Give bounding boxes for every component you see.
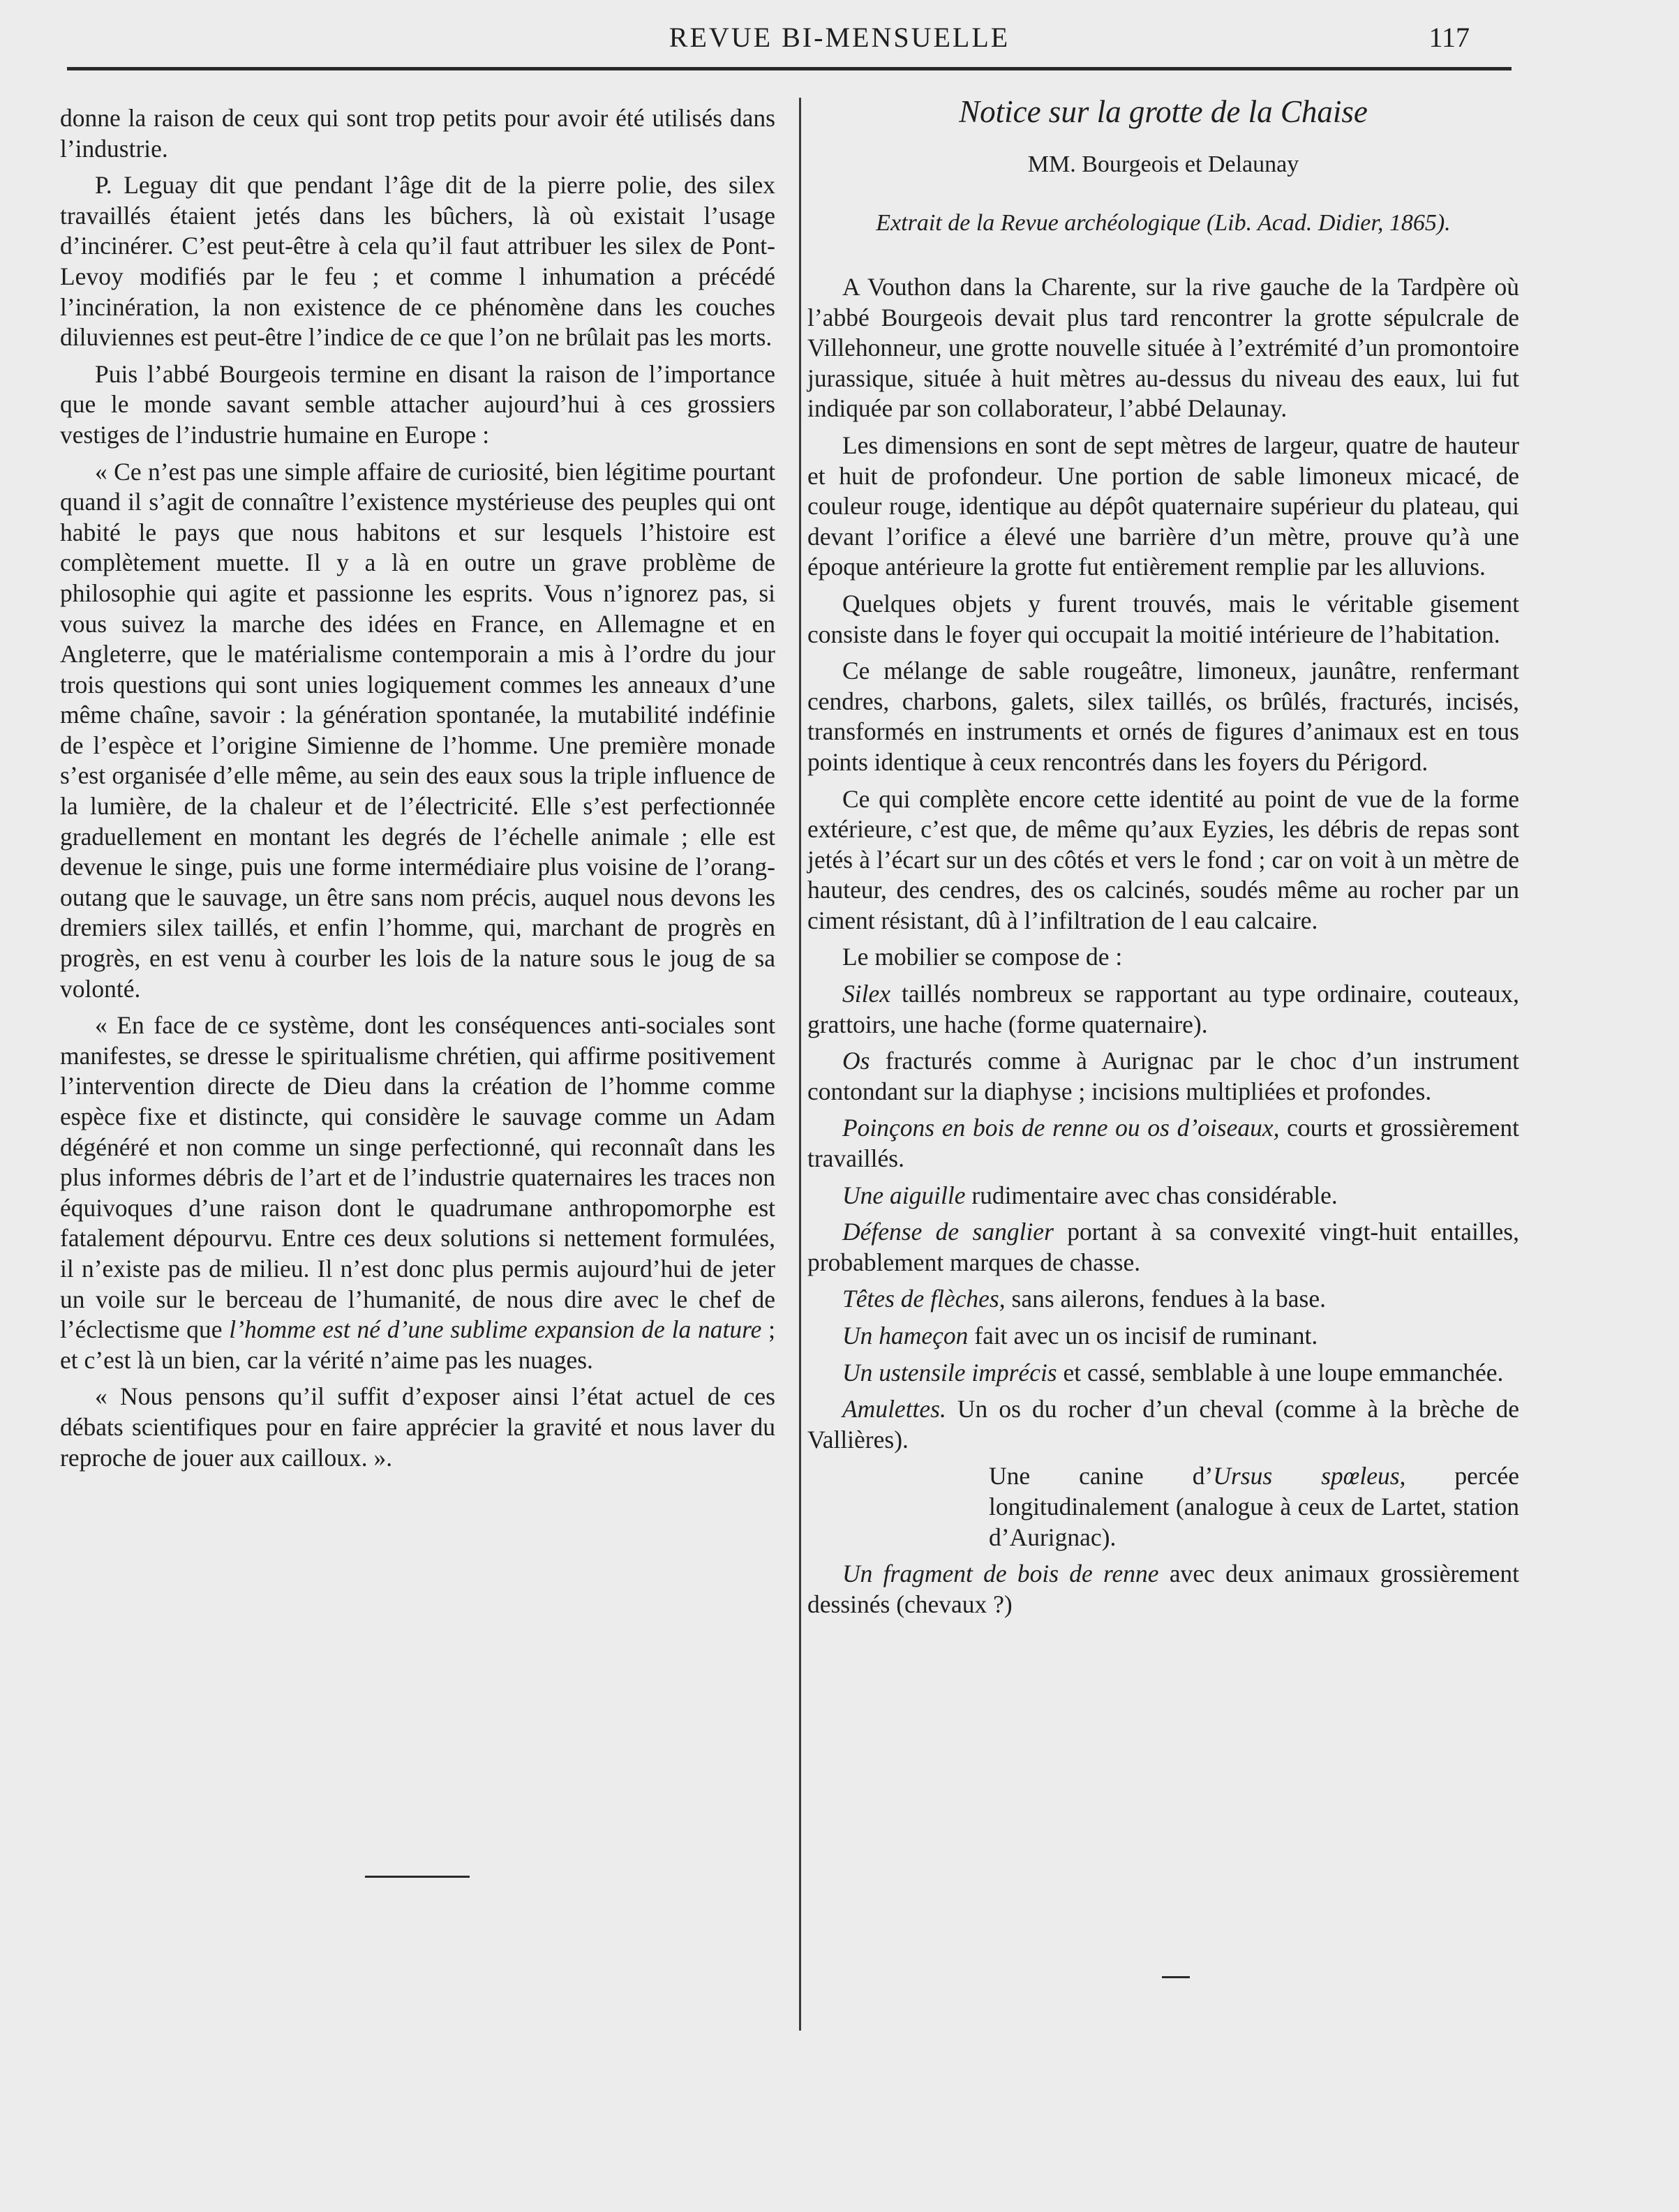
item-label: Un hameçon — [842, 1322, 969, 1350]
running-header: REVUE BI-MENSUELLE — [669, 22, 1010, 53]
article-authors: MM. Bourgeois et Delaunay — [1027, 151, 1299, 177]
item-label: Amulettes. — [842, 1395, 946, 1423]
list-item — [807, 1046, 1519, 1107]
text: Une canine d’ — [989, 1462, 1214, 1490]
item-label: Silex — [842, 980, 890, 1008]
item-label: Os — [842, 1047, 870, 1075]
paragraph: donne la raison de ceux qui sont trop petits pour avoir été utilisés dans l’industrie. — [60, 104, 775, 163]
header-rule — [67, 67, 1512, 70]
paragraph: Ce qui complète encore cette identité au point de vue de la forme extérieure, c’est que, de même qu’aux Eyzies, les débris de repas sont jetés à l’écart sur un des côtés et vers le fond ; car on voit à un mètre de hauteur, des cendres, des os calcinés, soudés même au rocher par un ciment résistant, dû à l’infiltration de l eau calcaire. — [807, 784, 1519, 934]
article-source: Extrait de la Revue archéologique (Lib. Acad. Didier, 1865). — [876, 210, 1451, 236]
quote-paragraph — [60, 1010, 775, 1375]
amulettes-subitem — [807, 1461, 1519, 1553]
item-label: Un fragment de bois de renne — [842, 1560, 1159, 1588]
right-column — [807, 91, 1519, 1626]
item-text: rudimentaire avec chas considérable. — [965, 1181, 1338, 1209]
item-text: Un os du rocher d’un cheval (comme à la brèche de Vallières). — [807, 1395, 1519, 1454]
page-number: 117 — [1428, 22, 1470, 53]
list-item — [807, 1559, 1519, 1620]
left-column — [60, 103, 775, 1479]
paragraph: Puis l’abbé Bourgeois termine en disant la raison de l’importance que le monde savant semble attacher aujourd’hui à ces grossiers vestiges de l’industrie humaine en Europe : — [60, 359, 775, 449]
text: « En face de ce système, dont les conséquences anti-sociales sont manifestes, se dresse le spiritualisme chrétien, qui affirme positivement l’intervention directe de Dieu dans la création de l’homme comme espèce fixe et distincte, qui considère le sauvage comme un Adam dégénéré et non comme un singe perfectionné, qui reconnaît dans les plus informes débris de l’art et de l’industrie quaternaires les traces non équivoques d’une raison dont le quadrumane anthropomorphe est fatalement dépourvu. Entre ces deux solutions si nettement formulées, il n’existe pas de milieu. Il n’est donc plus permis aujourd’hui de jeter un voile sur le berceau de l’humanité, de nous dire avec le chef de l’éclectisme que — [60, 1011, 775, 1344]
item-text: taillés nombreux se rapportant au type ordinaire, couteaux, grattoirs, une hache (forme quaternaire). — [807, 980, 1519, 1038]
list-item — [807, 1113, 1519, 1174]
column-divider — [799, 98, 801, 2031]
item-text: fait avec un os incisif de ruminant. — [968, 1322, 1318, 1350]
list-item — [807, 1217, 1519, 1278]
paragraph: P. Leguay dit que pendant l’âge dit de la pierre polie, des silex travaillés étaient jetés dans les bûchers, là où existait l’usage d’incinérer. C’est peut-être à cela qu’il faut attribuer les silex de Pont-Levoy modifiés par le feu ; et comme l inhumation a précédé l’incinération, la non existence de ce phénomène dans les couches diluviennes est peut-être l’indice de ce que l’on ne brûlait pas les morts. — [60, 171, 775, 352]
list-item — [807, 1284, 1519, 1315]
item-label: Poinçons en bois de renne ou os d’oiseaux, — [842, 1114, 1280, 1142]
paragraph: Ce mélange de sable rougeâtre, limoneux, jaunâtre, renfermant cendres, charbons, galets, silex taillés, os brûlés, fracturés, incisés, transformés en instruments et ornés de figures d’animaux est en tous points identique à ceux rencontrés dans les foyers du Périgord. — [807, 657, 1519, 776]
paragraph: Les dimensions en sont de sept mètres de largeur, quatre de hauteur et huit de profondeur. Une portion de sable limoneux micacé, de couleur rouge, identique au dépôt quaternaire supérieur du plateau, qui devant l’orifice a élevé une barrière d’un mètre, prouve qu’à une époque antérieure la grotte fut entièrement remplie par les alluvions. — [807, 431, 1519, 581]
list-item — [807, 1181, 1519, 1211]
paragraph: Quelques objets y furent trouvés, mais le véritable gisement consiste dans le foyer qui occupait la moitié intérieure de l’habitation. — [807, 589, 1519, 648]
amulettes-item — [807, 1394, 1519, 1455]
item-label: Une aiguille — [842, 1181, 966, 1209]
item-text: fracturés comme à Aurignac par le choc d’un instrument contondant sur la diaphyse ; incisions multipliées et profondes. — [807, 1047, 1519, 1105]
item-label: Défense de sanglier — [842, 1218, 1054, 1246]
list-item — [807, 1321, 1519, 1352]
item-label: Un ustensile imprécis — [842, 1358, 1057, 1387]
text: percée longitudinalement (analogue à ceux de Lartet, station d’Aurignac). — [989, 1462, 1519, 1551]
italic-quote: l’homme est né d’une sublime expansion de la nature — [229, 1315, 762, 1344]
end-rule — [1162, 1976, 1190, 1978]
item-text: sans ailerons, fendues à la base. — [1005, 1285, 1327, 1313]
list-item — [807, 1358, 1519, 1389]
quote-paragraph: « Nous pensons qu’il suffit d’exposer ainsi l’état actuel de ces débats scientifiques pour en faire apprécier la gravité et nous laver du reproche de jouer aux cailloux. ». — [60, 1382, 775, 1472]
item-text: portant à sa convexité vingt-huit entailles, probablement marques de chasse. — [807, 1218, 1519, 1276]
text: ; et c’est là un bien, car la vérité n’aime pas les nuages. — [60, 1315, 775, 1374]
article-title: Notice sur la grotte de la Chaise — [959, 94, 1368, 129]
end-rule — [365, 1876, 470, 1878]
list-item — [807, 979, 1519, 1040]
species-name: Ursus spœleus, — [1213, 1462, 1406, 1490]
item-text: avec deux animaux grossièrement dessinés (chevaux ?) — [807, 1560, 1519, 1618]
paragraph: A Vouthon dans la Charente, sur la rive gauche de la Tardpère où l’abbé Bourgeois devait plus tard rencontrer la grotte sépulcrale de Villehonneur, une grotte nouvelle située à l’extrémité d’un promontoire jurassique, située à huit mètres au-dessus du niveau des eaux, lui fut indiquée par son collaborateur, l’abbé Delaunay. — [807, 273, 1519, 423]
item-text: courts et grossièrement travaillés. — [807, 1114, 1519, 1173]
item-label: Têtes de flèches, — [842, 1285, 1006, 1313]
quote-paragraph: « Ce n’est pas une simple affaire de curiosité, bien légitime pourtant quand il s’agit de connaître l’existence mystérieuse des peuples qui ont habité le pays que nous habitons et sur lesquels l’histoire est complètement muette. Il y a là en outre un grave problème de philosophie qui agite et passionne les esprits. Vous n’ignorez pas, si vous suivez la marche des idées en France, en Allemagne et en Angleterre, que le matérialisme contemporain a mis à l’ordre du jour trois questions qui sont unies logiquement commes les anneaux d’une même chaîne, savoir : la génération spontanée, la mutabilité indéfinie de l’espèce et l’origine Simienne de l’homme. Une première monade s’est organisée d’elle même, au sein des eaux sous la triple influence de la lumière, de la chaleur et de l’électricité. Elle s’est perfectionnée graduellement en montant les degrés de l’échelle animale ; elle est devenue le singe, puis une forme intermédiaire plus voisine de l’orang-outang que le sauvage, un être sans nom précis, auquel nous devons les dremiers silex taillés, et enfin l’homme, qui, marchant de progrès en progrès, en est venu à courber les lois de la nature sous le joug de sa volonté. — [60, 457, 775, 1003]
item-text: et cassé, semblable à une loupe emmanchée. — [1057, 1358, 1504, 1387]
paragraph: Le mobilier se compose de : — [842, 943, 1123, 971]
